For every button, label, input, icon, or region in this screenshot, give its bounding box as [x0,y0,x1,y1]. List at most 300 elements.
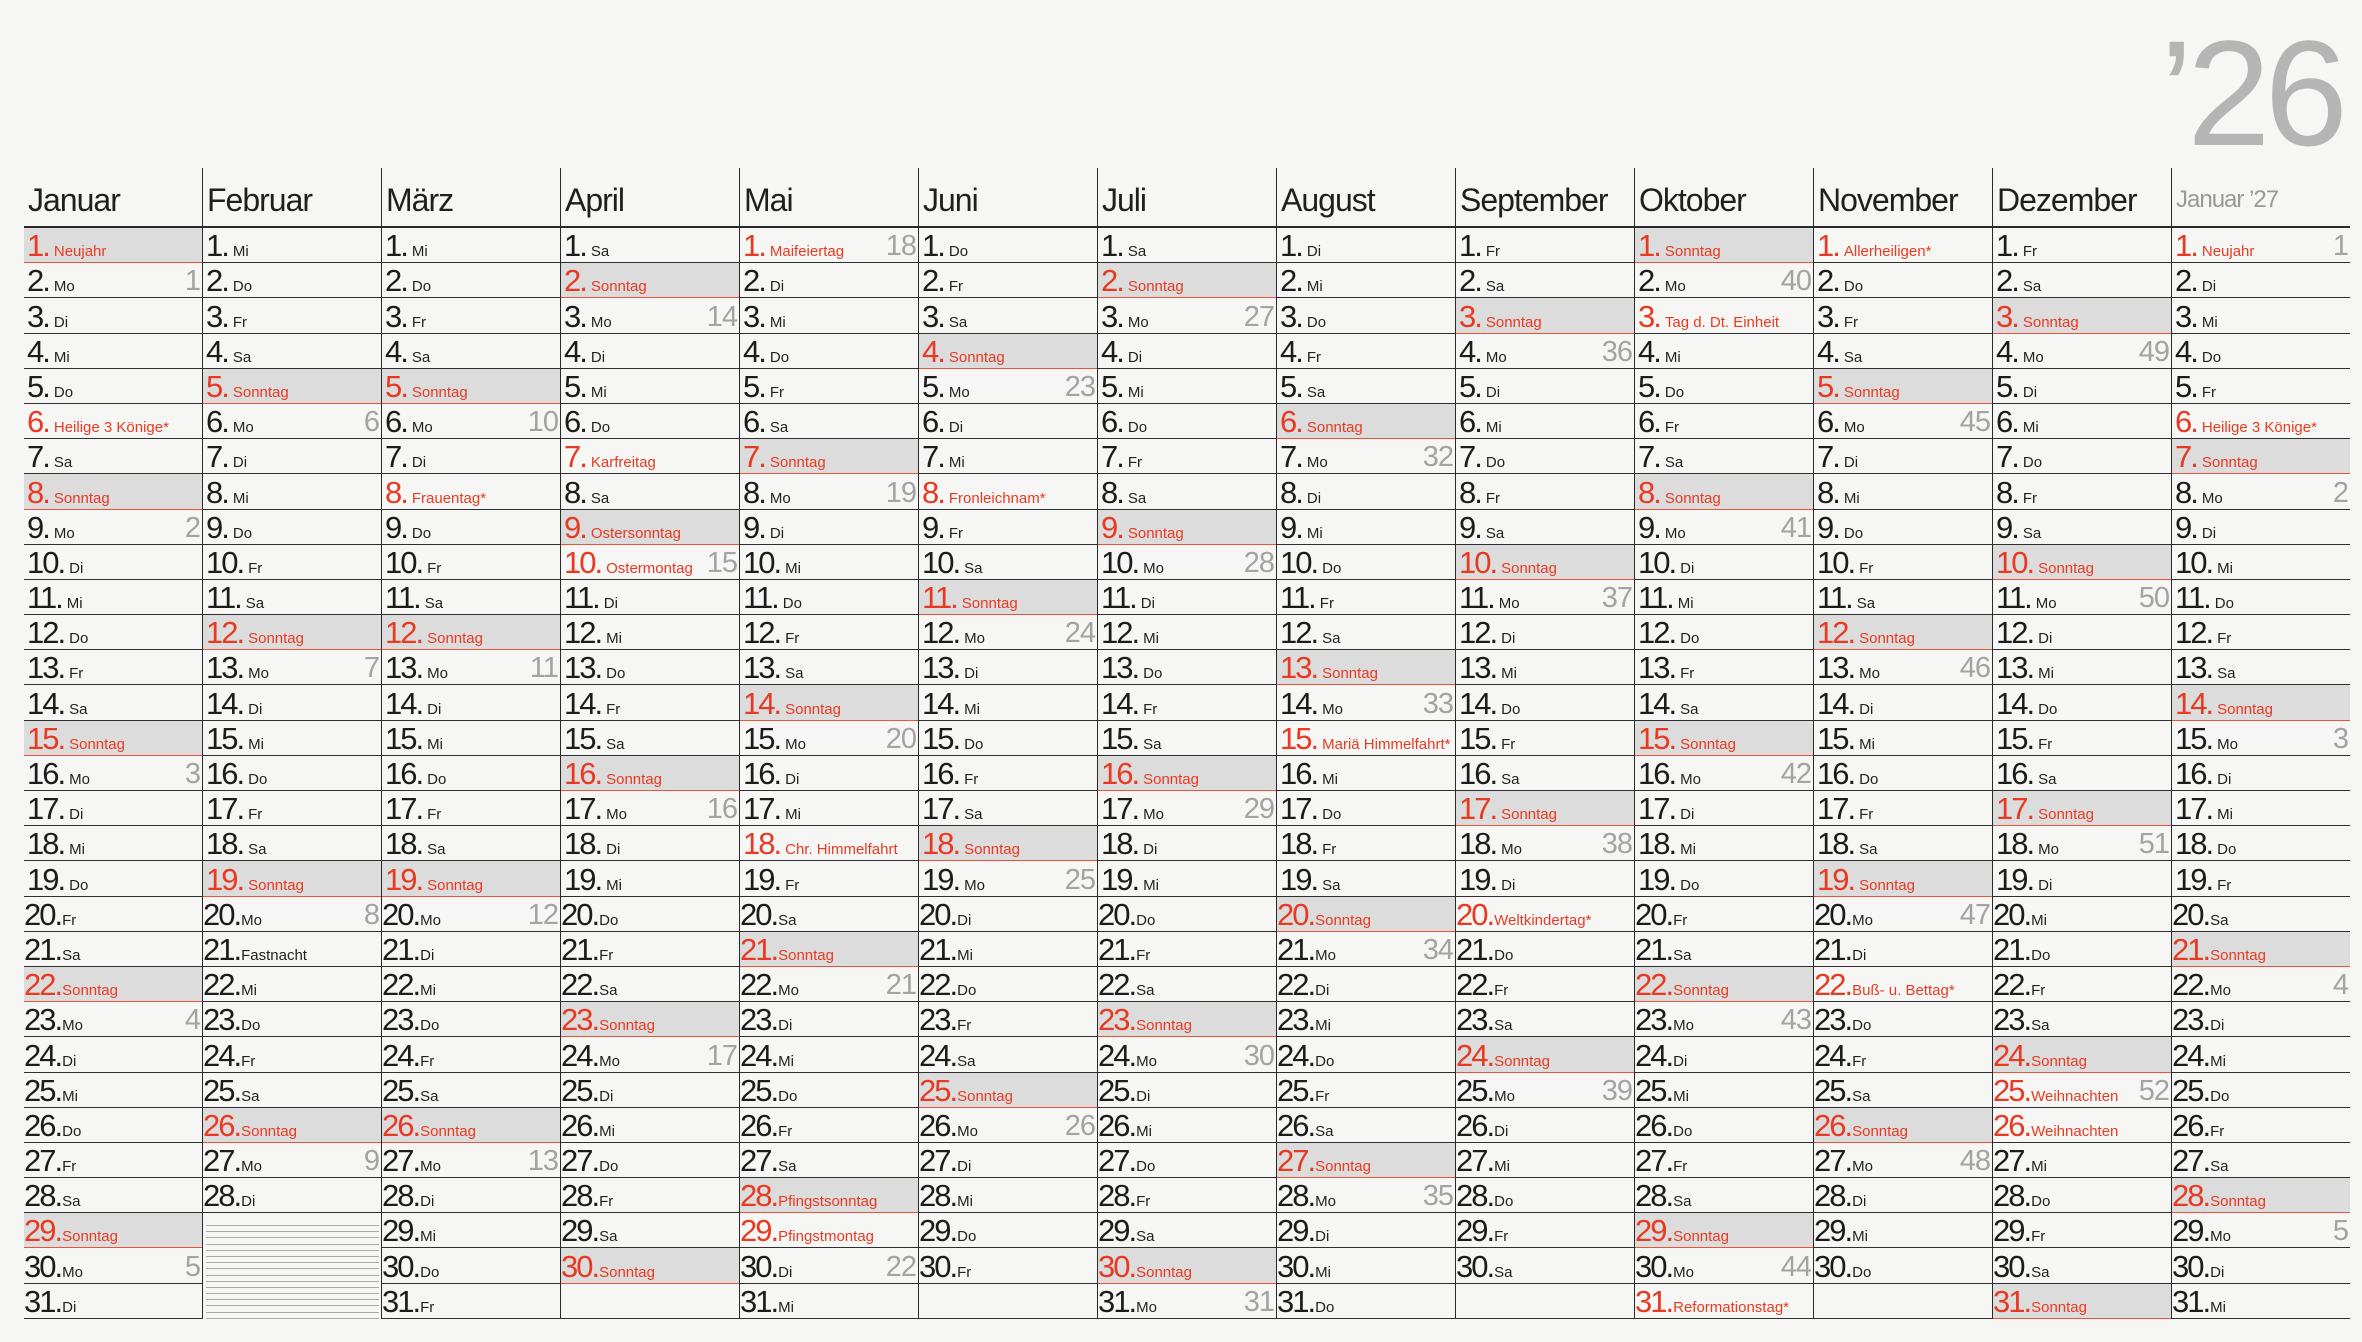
day-row[interactable] [740,1284,918,1319]
day-row[interactable] [1456,298,1634,333]
day-row[interactable] [1993,1073,2171,1108]
day-row[interactable] [24,1037,202,1072]
day-row[interactable] [1098,967,1276,1002]
day-row[interactable] [1814,650,1992,685]
day-row[interactable] [1098,756,1276,791]
day-row[interactable] [1277,334,1455,369]
day-row[interactable] [1277,263,1455,298]
day-row[interactable] [1814,1213,1992,1248]
day-row[interactable] [203,545,381,580]
day-row[interactable] [1993,721,2171,756]
day-row[interactable] [1456,1178,1634,1213]
day-row[interactable] [1277,1037,1455,1072]
day-row[interactable] [561,474,739,509]
day-row[interactable] [2172,1248,2350,1283]
day-row[interactable] [1635,580,1813,615]
day-row[interactable] [24,897,202,932]
day-row[interactable] [24,474,202,509]
day-row[interactable] [740,1073,918,1108]
day-row[interactable] [1277,1213,1455,1248]
day-row[interactable] [740,580,918,615]
day-row[interactable] [1098,861,1276,896]
day-row[interactable] [1098,1073,1276,1108]
day-row[interactable] [1635,228,1813,263]
day-row[interactable] [1814,545,1992,580]
day-row[interactable] [919,1143,1097,1178]
day-row[interactable] [1635,334,1813,369]
day-row[interactable] [740,1213,918,1248]
day-row[interactable] [1277,826,1455,861]
day-row[interactable] [1993,404,2171,439]
day-row[interactable] [740,263,918,298]
day-row[interactable] [1098,510,1276,545]
day-row[interactable] [1456,263,1634,298]
day-row[interactable] [203,1143,381,1178]
day-row[interactable] [2172,474,2350,509]
day-row[interactable] [203,404,381,439]
day-row[interactable] [382,1178,560,1213]
day-row[interactable] [203,826,381,861]
day-row[interactable] [382,1037,560,1072]
day-row[interactable] [919,756,1097,791]
day-row[interactable] [740,1143,918,1178]
day-row[interactable] [1098,791,1276,826]
day-row[interactable] [1814,1143,1992,1178]
day-row[interactable] [561,1037,739,1072]
day-row[interactable] [1635,615,1813,650]
day-row[interactable] [24,510,202,545]
day-row[interactable] [24,932,202,967]
day-row[interactable] [1277,756,1455,791]
day-row[interactable] [1814,932,1992,967]
day-row[interactable] [1635,967,1813,1002]
day-row[interactable] [203,1178,381,1213]
day-row[interactable] [203,263,381,298]
day-row[interactable] [1098,298,1276,333]
day-row[interactable] [2172,1037,2350,1072]
day-row[interactable] [2172,334,2350,369]
day-row[interactable] [561,791,739,826]
day-row[interactable] [1814,861,1992,896]
day-row[interactable] [1098,439,1276,474]
day-row[interactable] [1635,1143,1813,1178]
day-row[interactable] [561,1213,739,1248]
day-row[interactable] [561,932,739,967]
day-row[interactable] [1635,439,1813,474]
day-row[interactable] [1635,263,1813,298]
day-row[interactable] [1277,545,1455,580]
day-row[interactable] [203,861,381,896]
day-row[interactable] [382,650,560,685]
day-row[interactable] [203,685,381,720]
day-row[interactable] [1993,826,2171,861]
day-row[interactable] [740,967,918,1002]
day-row[interactable] [740,334,918,369]
day-row[interactable] [203,439,381,474]
day-row[interactable] [382,932,560,967]
day-row[interactable] [561,650,739,685]
day-row[interactable] [561,1108,739,1143]
day-row[interactable] [2172,721,2350,756]
day-row[interactable] [919,545,1097,580]
day-row[interactable] [919,861,1097,896]
day-row[interactable] [561,967,739,1002]
day-row[interactable] [24,721,202,756]
day-row[interactable] [24,685,202,720]
day-row[interactable] [1635,650,1813,685]
day-row[interactable] [203,1073,381,1108]
day-row[interactable] [1635,861,1813,896]
day-row[interactable] [740,439,918,474]
day-row[interactable] [203,897,381,932]
day-row[interactable] [1277,510,1455,545]
day-row[interactable] [382,404,560,439]
day-row[interactable] [1277,298,1455,333]
day-row[interactable] [740,474,918,509]
day-row[interactable] [561,510,739,545]
day-row[interactable] [1635,932,1813,967]
day-row[interactable] [203,298,381,333]
day-row[interactable] [740,228,918,263]
day-row[interactable] [1098,545,1276,580]
day-row[interactable] [203,334,381,369]
day-row[interactable] [561,826,739,861]
day-row[interactable] [561,685,739,720]
day-row[interactable] [1814,685,1992,720]
day-row[interactable] [1277,228,1455,263]
day-row[interactable] [919,1073,1097,1108]
day-row[interactable] [919,615,1097,650]
day-row[interactable] [1814,228,1992,263]
day-row[interactable] [1993,861,2171,896]
day-row[interactable] [1814,369,1992,404]
day-row[interactable] [382,685,560,720]
day-row[interactable] [740,545,918,580]
day-row[interactable] [1098,334,1276,369]
day-row[interactable] [1635,1002,1813,1037]
day-row[interactable] [382,756,560,791]
day-row[interactable] [24,1108,202,1143]
day-row[interactable] [740,1037,918,1072]
day-row[interactable] [919,685,1097,720]
day-row[interactable] [1993,967,2171,1002]
day-row[interactable] [24,1248,202,1283]
day-row[interactable] [382,791,560,826]
day-row[interactable] [382,334,560,369]
day-row[interactable] [24,1213,202,1248]
day-row[interactable] [1098,228,1276,263]
day-row[interactable] [1993,756,2171,791]
day-row[interactable] [1635,474,1813,509]
day-row[interactable] [1456,791,1634,826]
day-row[interactable] [561,545,739,580]
day-row[interactable] [1635,545,1813,580]
day-row[interactable] [561,756,739,791]
day-row[interactable] [1456,685,1634,720]
day-row[interactable] [1814,580,1992,615]
day-row[interactable] [1993,263,2171,298]
day-row[interactable] [24,404,202,439]
day-row[interactable] [1098,1178,1276,1213]
day-row[interactable] [561,1248,739,1283]
day-row[interactable] [1993,685,2171,720]
day-row[interactable] [919,580,1097,615]
day-row[interactable] [1635,791,1813,826]
day-row[interactable] [1635,1073,1813,1108]
day-row[interactable] [1456,439,1634,474]
day-row[interactable] [1635,897,1813,932]
day-row[interactable] [561,1178,739,1213]
day-row[interactable] [919,1178,1097,1213]
day-row[interactable] [1993,1002,2171,1037]
day-row[interactable] [2172,826,2350,861]
day-row[interactable] [1635,721,1813,756]
day-row[interactable] [740,404,918,439]
day-row[interactable] [740,650,918,685]
day-row[interactable] [1277,932,1455,967]
day-row[interactable] [1993,1143,2171,1178]
day-row[interactable] [1456,967,1634,1002]
day-row[interactable] [382,897,560,932]
day-row[interactable] [919,439,1097,474]
day-row[interactable] [1814,967,1992,1002]
day-row[interactable] [2172,439,2350,474]
day-row[interactable] [203,369,381,404]
day-row[interactable] [1635,298,1813,333]
day-row[interactable] [1993,1284,2171,1319]
day-row[interactable] [919,334,1097,369]
day-row[interactable] [1635,404,1813,439]
day-row[interactable] [1098,404,1276,439]
day-row[interactable] [1993,615,2171,650]
day-row[interactable] [382,615,560,650]
day-row[interactable] [740,298,918,333]
day-row[interactable] [1993,1108,2171,1143]
day-row[interactable] [203,756,381,791]
day-row[interactable] [740,510,918,545]
day-row[interactable] [740,932,918,967]
day-row[interactable] [382,545,560,580]
day-row[interactable] [919,369,1097,404]
day-row[interactable] [382,369,560,404]
day-row[interactable] [203,650,381,685]
day-row[interactable] [24,1178,202,1213]
day-row[interactable] [1277,791,1455,826]
day-row[interactable] [1456,1073,1634,1108]
day-row[interactable] [2172,685,2350,720]
day-row[interactable] [919,474,1097,509]
day-row[interactable] [919,1248,1097,1283]
day-row[interactable] [2172,1002,2350,1037]
day-row[interactable] [1456,826,1634,861]
day-row[interactable] [1098,1284,1276,1319]
day-row[interactable] [1456,1002,1634,1037]
day-row[interactable] [740,615,918,650]
day-row[interactable] [24,334,202,369]
day-row[interactable] [382,298,560,333]
day-row[interactable] [1098,1213,1276,1248]
day-row[interactable] [740,756,918,791]
day-row[interactable] [1456,861,1634,896]
day-row[interactable] [1098,685,1276,720]
day-row[interactable] [1993,580,2171,615]
day-row[interactable] [24,1143,202,1178]
day-row[interactable] [203,615,381,650]
day-row[interactable] [561,1143,739,1178]
day-row[interactable] [1098,474,1276,509]
day-row[interactable] [919,263,1097,298]
day-row[interactable] [203,580,381,615]
day-row[interactable] [2172,404,2350,439]
day-row[interactable] [919,650,1097,685]
day-row[interactable] [203,474,381,509]
day-row[interactable] [2172,791,2350,826]
day-row[interactable] [740,861,918,896]
day-row[interactable] [24,826,202,861]
day-row[interactable] [740,1108,918,1143]
day-row[interactable] [740,685,918,720]
day-row[interactable] [919,404,1097,439]
day-row[interactable] [1993,1248,2171,1283]
day-row[interactable] [1277,685,1455,720]
day-row[interactable] [1456,1143,1634,1178]
day-row[interactable] [1814,1248,1992,1283]
day-row[interactable] [1456,650,1634,685]
day-row[interactable] [1456,897,1634,932]
day-row[interactable] [24,791,202,826]
day-row[interactable] [1277,1143,1455,1178]
day-row[interactable] [24,1002,202,1037]
day-row[interactable] [2172,650,2350,685]
day-row[interactable] [1098,615,1276,650]
day-row[interactable] [382,439,560,474]
day-row[interactable] [1456,1108,1634,1143]
day-row[interactable] [1993,228,2171,263]
day-row[interactable] [919,228,1097,263]
day-row[interactable] [1277,474,1455,509]
day-row[interactable] [1635,1284,1813,1319]
day-row[interactable] [2172,861,2350,896]
day-row[interactable] [919,1037,1097,1072]
day-row[interactable] [382,1073,560,1108]
day-row[interactable] [1993,298,2171,333]
day-row[interactable] [382,1002,560,1037]
day-row[interactable] [1635,1213,1813,1248]
day-row[interactable] [919,967,1097,1002]
day-row[interactable] [1993,1213,2171,1248]
day-row[interactable] [561,580,739,615]
day-row[interactable] [1814,1002,1992,1037]
day-row[interactable] [1814,897,1992,932]
day-row[interactable] [1993,545,2171,580]
day-row[interactable] [382,474,560,509]
day-row[interactable] [919,298,1097,333]
day-row[interactable] [1277,615,1455,650]
day-row[interactable] [2172,228,2350,263]
day-row[interactable] [919,791,1097,826]
day-row[interactable] [1993,474,2171,509]
day-row[interactable] [1456,545,1634,580]
day-row[interactable] [1635,1108,1813,1143]
day-row[interactable] [24,615,202,650]
day-row[interactable] [24,650,202,685]
day-row[interactable] [1993,1037,2171,1072]
day-row[interactable] [24,298,202,333]
day-row[interactable] [740,369,918,404]
day-row[interactable] [2172,932,2350,967]
day-row[interactable] [2172,1213,2350,1248]
day-row[interactable] [561,721,739,756]
day-row[interactable] [1098,826,1276,861]
day-row[interactable] [24,1284,202,1319]
day-row[interactable] [1277,1002,1455,1037]
day-row[interactable] [1098,1143,1276,1178]
day-row[interactable] [1098,1108,1276,1143]
day-row[interactable] [740,1002,918,1037]
day-row[interactable] [1635,756,1813,791]
day-row[interactable] [919,721,1097,756]
day-row[interactable] [1098,1037,1276,1072]
day-row[interactable] [1098,721,1276,756]
day-row[interactable] [1098,932,1276,967]
day-row[interactable] [1993,439,2171,474]
day-row[interactable] [1814,756,1992,791]
day-row[interactable] [24,756,202,791]
day-row[interactable] [1098,650,1276,685]
day-row[interactable] [2172,967,2350,1002]
day-row[interactable] [561,1073,739,1108]
day-row[interactable] [1814,1037,1992,1072]
day-row[interactable] [1277,369,1455,404]
day-row[interactable] [203,967,381,1002]
day-row[interactable] [1098,897,1276,932]
day-row[interactable] [919,826,1097,861]
day-row[interactable] [1277,1073,1455,1108]
day-row[interactable] [1814,439,1992,474]
day-row[interactable] [2172,756,2350,791]
day-row[interactable] [382,510,560,545]
day-row[interactable] [382,1284,560,1319]
day-row[interactable] [1993,369,2171,404]
day-row[interactable] [24,263,202,298]
day-row[interactable] [382,1213,560,1248]
day-row[interactable] [1277,650,1455,685]
day-row[interactable] [1277,967,1455,1002]
day-row[interactable] [2172,615,2350,650]
day-row[interactable] [1814,298,1992,333]
day-row[interactable] [203,932,381,967]
day-row[interactable] [2172,1178,2350,1213]
day-row[interactable] [203,228,381,263]
day-row[interactable] [561,263,739,298]
day-row[interactable] [1456,756,1634,791]
day-row[interactable] [24,861,202,896]
day-row[interactable] [919,932,1097,967]
day-row[interactable] [24,580,202,615]
day-row[interactable] [2172,897,2350,932]
day-row[interactable] [24,369,202,404]
day-row[interactable] [561,228,739,263]
day-row[interactable] [1098,369,1276,404]
day-row[interactable] [1814,615,1992,650]
day-row[interactable] [561,404,739,439]
day-row[interactable] [1814,1073,1992,1108]
day-row[interactable] [561,334,739,369]
day-row[interactable] [561,861,739,896]
day-row[interactable] [1635,685,1813,720]
day-row[interactable] [561,1002,739,1037]
day-row[interactable] [382,721,560,756]
